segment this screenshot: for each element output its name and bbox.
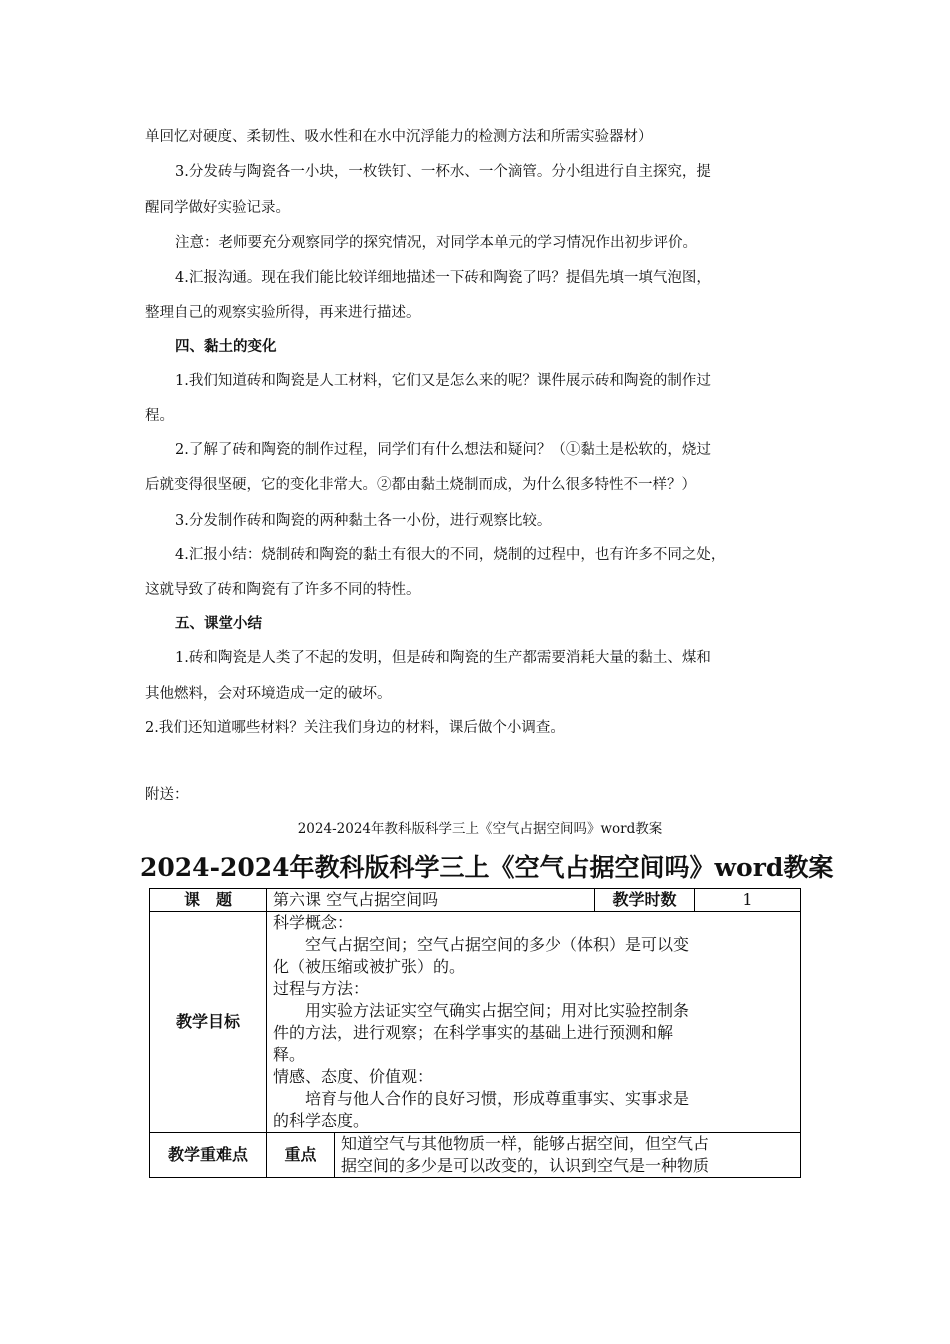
key-difficulty-label: 教学重难点 [150, 1133, 267, 1178]
objective-line: 用实验方法证实空气确实占据空间；用对比实验控制条 [305, 1001, 690, 1020]
section-heading: 四、黏土的变化 [175, 339, 277, 355]
topic-value: 第六课 空气占据空间吗 [267, 889, 595, 912]
table-row [150, 912, 801, 1133]
paragraph: 整理自己的观察实验所得，再来进行描述。 [145, 305, 421, 321]
objective-line: 释。 [273, 1045, 306, 1064]
paragraph: 这就导致了砖和陶瓷有了许多不同的特性。 [145, 582, 421, 598]
appendix-title: 2024-2024年教科版科学三上《空气占据空间吗》word教案 [140, 853, 834, 882]
objective-line: 化（被压缩或被扩张）的。 [273, 957, 466, 976]
objective-line: 科学概念： [273, 913, 354, 932]
hours-value: 1 [695, 889, 801, 912]
objective-line: 过程与方法： [273, 979, 370, 998]
section-heading: 五、课堂小结 [175, 616, 262, 632]
paragraph: 注意：老师要充分观察同学的探究情况，对同学本单元的学习情况作出初步评价。 [175, 235, 697, 251]
objective-line: 的科学态度。 [273, 1111, 370, 1130]
paragraph: 3.分发砖与陶瓷各一小块，一枚铁钉、一杯水、一个滴管。分小组进行自主探究，提 [175, 164, 711, 180]
paragraph: 2.我们还知道哪些材料？关注我们身边的材料，课后做个小调查。 [145, 720, 565, 736]
key-point-line: 知道空气与其他物质一样，能够占据空间，但空气占 [341, 1134, 710, 1153]
paragraph: 4.汇报小结：烧制砖和陶瓷的黏土有很大的不同，烧制的过程中，也有许多不同之处， [175, 547, 726, 563]
paragraph: 4.汇报沟通。现在我们能比较详细地描述一下砖和陶瓷了吗？提倡先填一填气泡图， [175, 270, 711, 286]
objective-line: 培育与他人合作的良好习惯，形成尊重事实、实事求是 [305, 1089, 690, 1108]
key-point-line: 据空间的多少是可以改变的，认识到空气是一种物质 [341, 1156, 710, 1175]
paragraph: 后就变得很坚硬，它的变化非常大。②都由黏土烧制而成，为什么很多特性不一样？） [145, 477, 696, 493]
paragraph: 醒同学做好实验记录。 [145, 200, 290, 216]
paragraph: 其他燃料，会对环境造成一定的破坏。 [145, 686, 392, 702]
objective-line: 情感、态度、价值观： [273, 1067, 434, 1086]
table-row [150, 1133, 801, 1178]
lesson-plan-table [149, 888, 801, 1178]
paragraph: 3.分发制作砖和陶瓷的两种黏土各一小份，进行观察比较。 [175, 513, 552, 529]
objective-line: 件的方法，进行观察；在科学事实的基础上进行预测和解 [273, 1023, 674, 1042]
paragraph: 1.我们知道砖和陶瓷是人工材料，它们又是怎么来的呢？课件展示砖和陶瓷的制作过 [175, 373, 711, 389]
objective-line: 空气占据空间；空气占据空间的多少（体积）是可以变 [305, 935, 690, 954]
key-point-content [335, 1133, 801, 1178]
appendix-label: 附送： [145, 787, 189, 803]
paragraph: 单回忆对硬度、柔韧性、吸水性和在水中沉浮能力的检测方法和所需实验器材） [145, 129, 653, 145]
paragraph: 1.砖和陶瓷是人类了不起的发明，但是砖和陶瓷的生产都需要消耗大量的黏土、煤和 [175, 650, 711, 666]
paragraph: 2.了解了砖和陶瓷的制作过程，同学们有什么想法和疑问？（①黏土是松软的，烧过 [175, 442, 711, 458]
objectives-label: 教学目标 [150, 912, 267, 1133]
key-point-label: 重点 [267, 1133, 335, 1178]
hours-label: 教学时数 [595, 889, 695, 912]
table-row [150, 889, 801, 912]
objectives-content [267, 912, 801, 1133]
paragraph: 程。 [145, 408, 174, 424]
appendix-subtitle: 2024-2024年教科版科学三上《空气占据空间吗》word教案 [297, 821, 663, 837]
topic-label: 课 题 [150, 889, 267, 912]
